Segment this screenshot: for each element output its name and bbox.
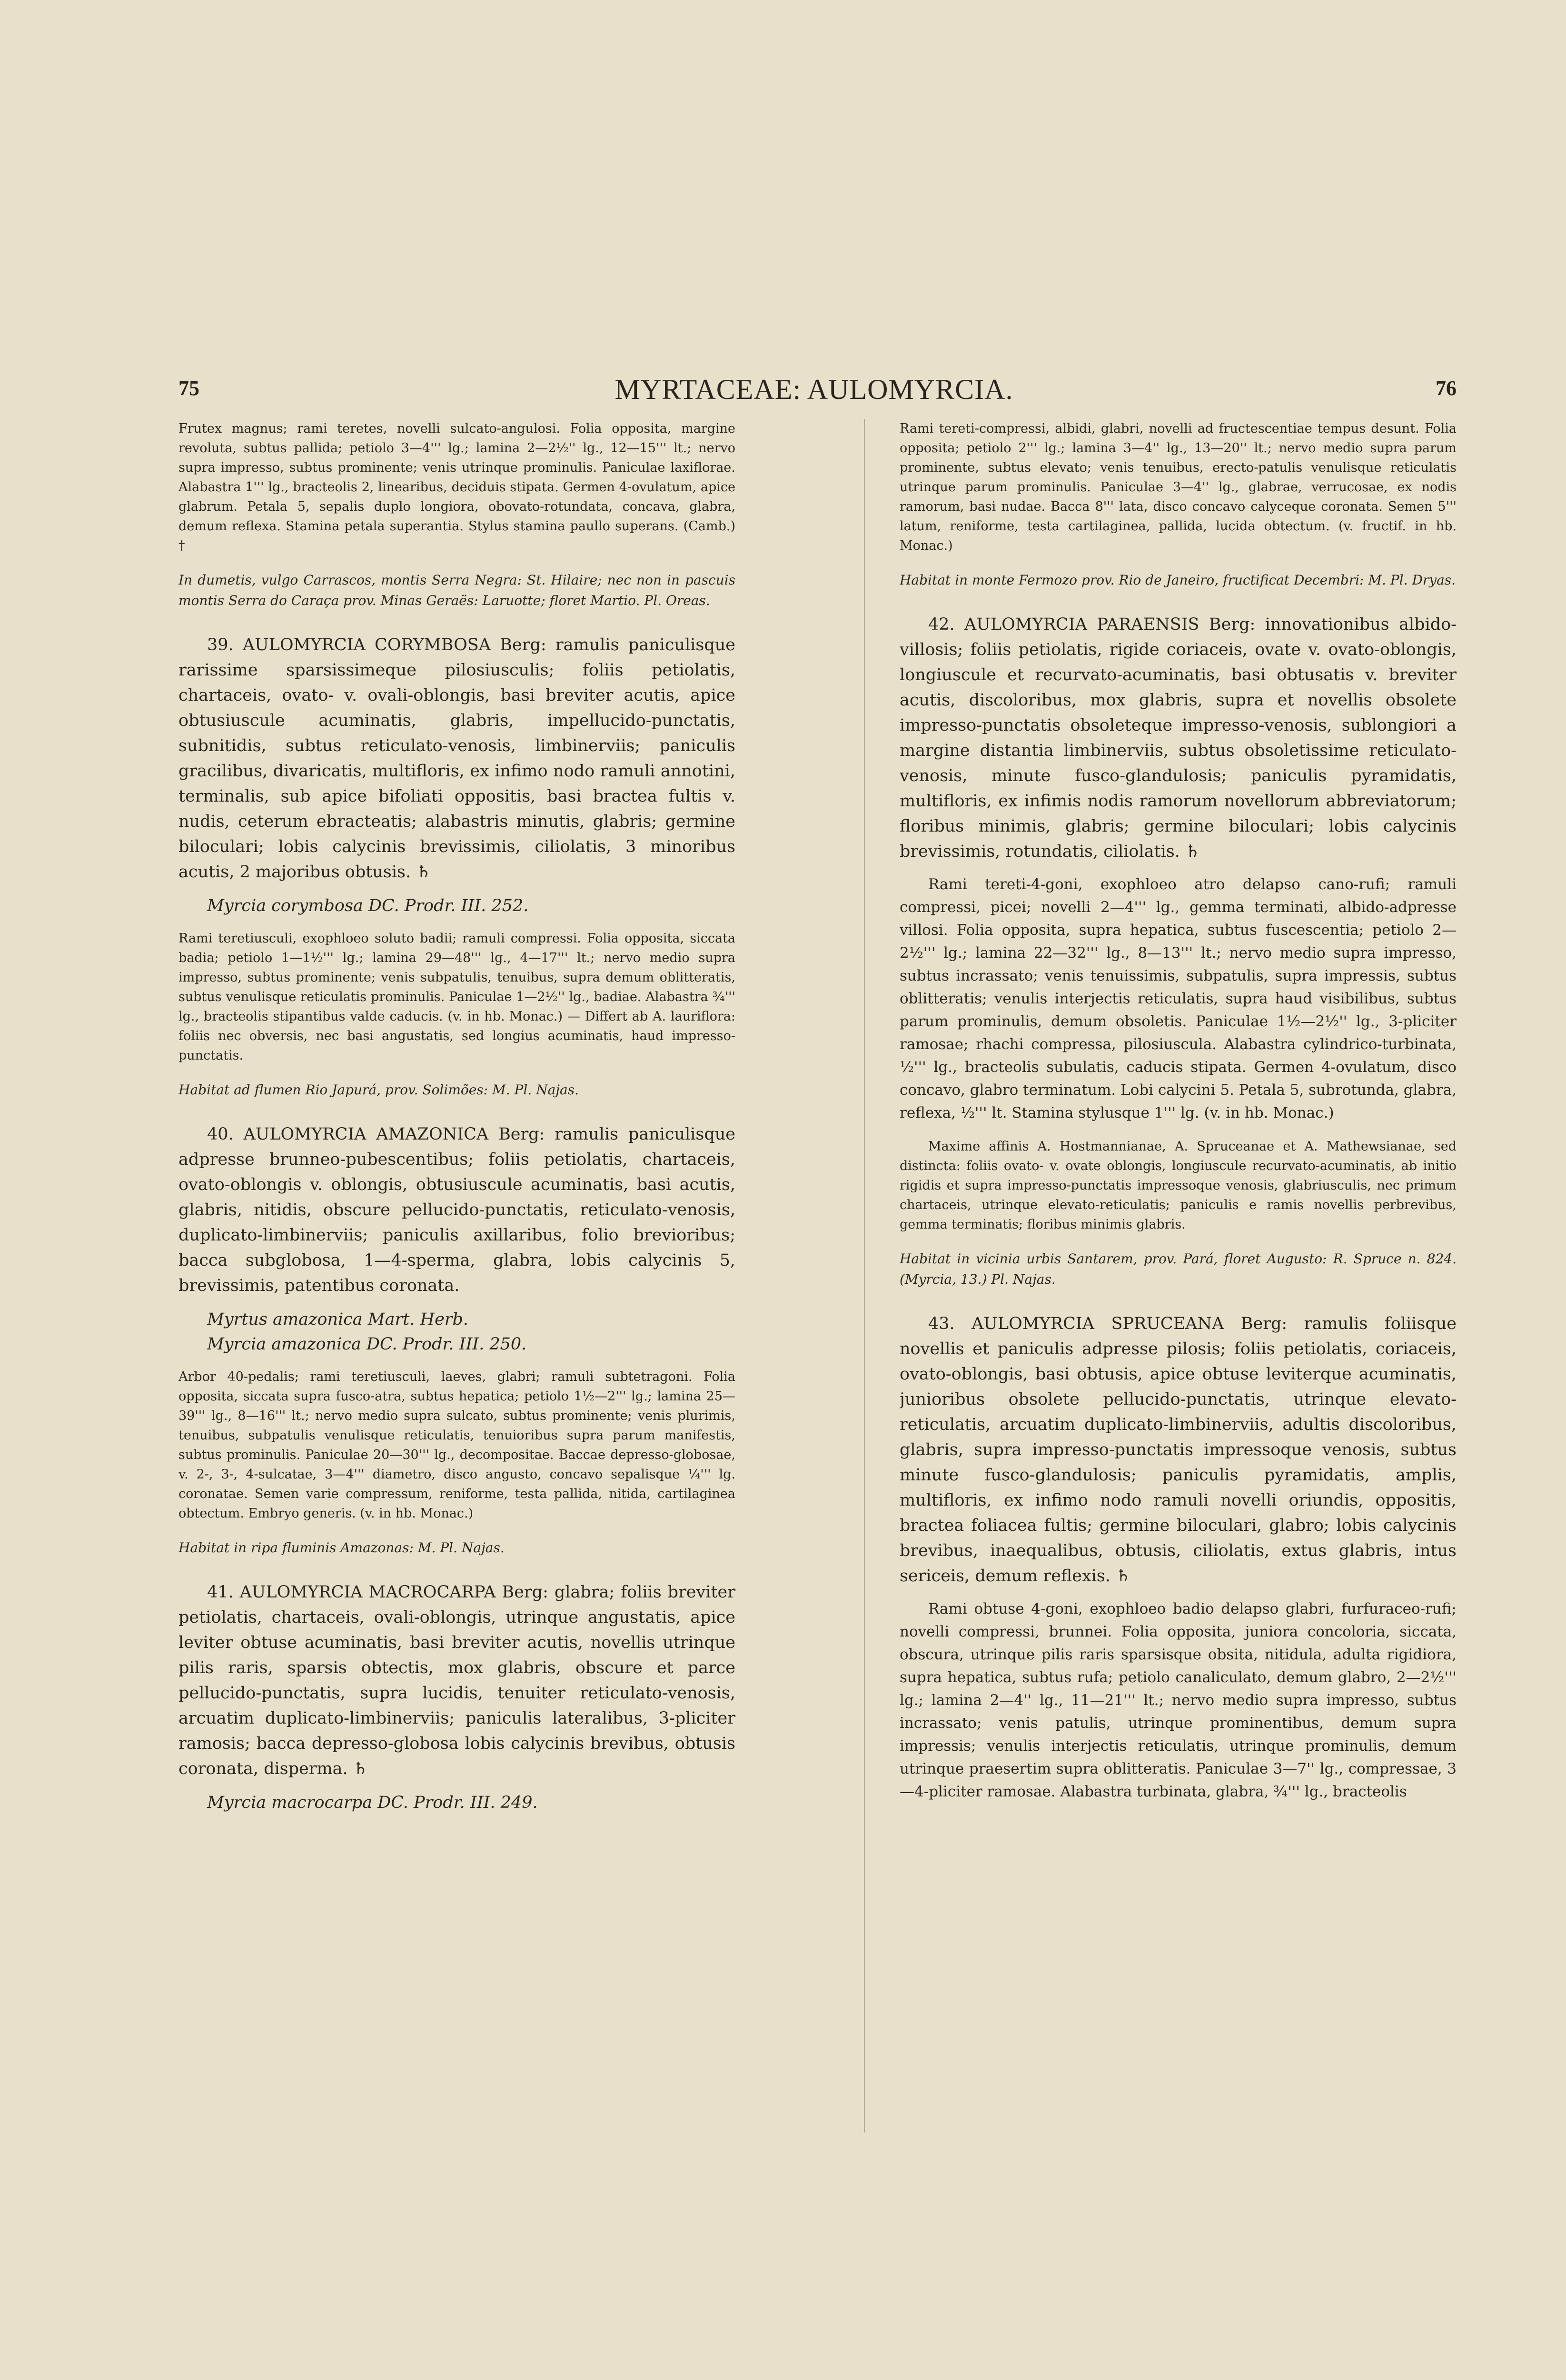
page-number-left: 75 bbox=[178, 377, 199, 400]
species-40-synonym-a: Myrtus amazonica Mart. Herb. bbox=[207, 1310, 469, 1329]
running-title: MYRTACEAE: AULOMYRCIA. bbox=[615, 374, 1013, 405]
species-40-habitat: Habitat in ripa fluminis Amazonas: M. Pl. Najas. bbox=[178, 1540, 505, 1556]
species-39-habitat: Habitat ad flumen Rio Japurá, prov. Solimões: M. Pl. Najas. bbox=[178, 1082, 579, 1098]
species-43-diagnosis: 43. AULOMYRCIA SPRUCEANA Berg: ramulis foliisque novellis et paniculis adpresse pilosis; foliis petiolatis, coriaceis, ovato-oblongis, basi obtusis, apice obtuse leviterque acuminatis, junioribus obsolete pellucido-punctatis, utrinque elevato-reticulatis, arcuatim duplicato-limbinerviis, adultis discoloribus, glabris, supra impresso-punctatis impressoque venosis, subtus minute fusco-glandulosis; paniculis pyramidatis, amplis, multifloris, ex infimo nodo ramuli novelli oriundis, oppositis, bractea foliacea fultis; germine biloculari, glabro; lobis calycinis brevibus, inaequalibus, obtusis, ciliolatis, extus glabris, intus sericeis, demum reflexis. ♄ bbox=[900, 1314, 1457, 1586]
species-39-diagnosis: 39. AULOMYRCIA CORYMBOSA Berg: ramulis paniculisque rarissime sparsissimeque pilosiusculis; foliis petiolatis, chartaceis, ovato- v. ovali-oblongis, basi breviter acutis, apice obtusiuscule acuminatis, glabris, impellucido-punctatis, subnitidis, subtus reticulato-venosis, limbinerviis; paniculis gracilibus, divaricatis, multifloris, ex infimo nodo ramuli annotini, terminalis, sub apice bifoliati oppositis, basi bractea fultis v. nudis, ceterum ebracteatis; alabastris minutis, glabris; germine biloculari; lobis calycinis brevissimis, ciliolatis, 3 minoribus acutis, 2 majoribus obtusis. ♄ bbox=[178, 635, 735, 882]
left-column bbox=[178, 419, 735, 2370]
species-40-description: Arbor 40-pedalis; rami teretiusculi, laeves, glabri; ramuli subtetragoni. Folia opposita, siccata supra fusco-atra, subtus hepatica; petiolo 1½—2''' lg.; lamina 25—39''' lg., 8—16''' lt.; nervo medio supra sulcato, subtus prominente; venis plurimis, tenuibus, subpatulis venulisque reticulatis, tenuioribus supra parum manifestis, subtus prominulis. Paniculae 20—30''' lg., decompositae. Baccae depresso-globosae, v. 2-, 3-, 4-sulcatae, 3—4''' diametro, disco angusto, concavo sepalisque ¼''' lg. coronatae. Semen varie compressum, reniforme, testa pallida, nitida, cartilaginea obtectum. Embryo generis. (v. in hb. Monac.) bbox=[178, 1369, 735, 1521]
species-41-description: Rami tereti-compressi, albidi, glabri, novelli ad fructescentiae tempus desunt. Folia opposita; petiolo 2''' lg.; lamina 3—4'' lg., 13—20'' lt.; nervo medio supra parum prominente, subtus elevato; venis tenuibus, erecto-patulis venulisque reticulatis utrinque parum prominulis. Paniculae 3—4'' lg., glabrae, verrucosae, ex nodis ramorum, basi nudae. Bacca 8''' lata, disco concavo calyceque coronata. Semen 5''' latum, reniforme, testa cartilaginea, pallida, lucida obtectum. (v. fructif. in hb. Monac.) bbox=[900, 421, 1457, 553]
species-39-synonym: Myrcia corymbosa DC. Prodr. III. 252. bbox=[207, 896, 529, 915]
description-paragraph: Frutex magnus; rami teretes, novelli sulcato-angulosi. Folia opposita, margine revoluta, subtus pallida; petiolo 3—4''' lg.; lamina 2—2½'' lg., 12—15''' lt.; nervo supra impresso, subtus prominente; venis utrinque prominulis. Paniculae laxiflorae. Alabastra 1''' lg., bracteolis 2, linearibus, deciduis stipata. Germen 4-ovulatum, apice glabrum. Petala 5, sepalis duplo longiora, obovato-rotundata, concava, glabra, demum reflexa. Stamina petala superantia. Stylus stamina paullo superans. (Camb.) † bbox=[178, 421, 735, 553]
running-header bbox=[171, 376, 1457, 409]
species-41-diagnosis: 41. AULOMYRCIA MACROCARPA Berg: glabra; foliis breviter petiolatis, chartaceis, ovali-oblongis, utrinque angustatis, apice leviter obtuse acuminatis, basi breviter acutis, novellis utrinque pilis raris, sparsis obtectis, mox glabris, obscure et parce pellucido-punctatis, supra lucidis, tenuiter reticulato-venosis, arcuatim duplicato-limbinerviis; paniculis lateralibus, 3-pliciter ramosis; bacca depresso-globosa lobis calycinis brevibus, obtusis coronata, disperma. ♄ bbox=[178, 1583, 735, 1778]
species-40-synonym-b: Myrcia amazonica DC. Prodr. III. 250. bbox=[207, 1335, 527, 1354]
species-40-diagnosis: 40. AULOMYRCIA AMAZONICA Berg: ramulis paniculisque adpresse brunneo-pubescentibus; foliis petiolatis, chartaceis, ovato-oblongis v. oblongis, obtusiuscule acuminatis, basi acutis, glabris, nitidis, obscure pellucido-punctatis, reticulato-venosis, duplicato-limbinerviis; paniculis axillaribus, folio brevioribus; bacca subglobosa, 1—4-sperma, glabra, lobis calycinis 5, brevissimis, patentibus coronata. bbox=[178, 1125, 735, 1295]
page-number-right: 76 bbox=[1436, 377, 1457, 400]
species-42-habitat: Habitat in vicinia urbis Santarem, prov. Pará, floret Augusto: R. Spruce n. 824. (Myrcia, 13.) Pl. Najas. bbox=[900, 1251, 1457, 1287]
species-43-description: Rami obtuse 4-goni, exophloeo badio delapso glabri, furfuraceo-rufi; novelli compressi, brunnei. Folia opposita, juniora concoloria, siccata, obscura, utrinque pilis raris sparsisque obsita, nitidula, adulta rigidiora, supra hepatica, subtus rufa; petiolo canaliculato, demum glabro, 2—2½''' lg.; lamina 2—4'' lg., 11—21''' lt.; nervo medio supra impresso, subtus incrassato; venis patulis, utrinque prominentibus, demum supra impressis; venulis interjectis reticulatis, utrinque prominulis, demum utrinque praesertim supra oblitteratis. Paniculae 3—7'' lg., compressae, 3—4-pliciter ramosae. Alabastra turbinata, glabra, ¾''' lg., bracteolis bbox=[900, 1600, 1457, 1800]
species-41-synonym: Myrcia macrocarpa DC. Prodr. III. 249. bbox=[207, 1793, 538, 1812]
species-42-notes: Maxime affinis A. Hostmannianae, A. Spruceanae et A. Mathewsianae, sed distincta: foliis ovato- v. ovate oblongis, longiuscule recurvato-acuminatis, ab initio rigidis et supra impresso-punctatis impressoque venosis, glabriusculis, nec primum chartaceis, utrinque elevato-reticulatis; paniculis e ramis novellis perbrevibus, gemma terminatis; floribus minimis glabris. bbox=[900, 1139, 1457, 1232]
right-column bbox=[900, 419, 1457, 2370]
species-42-diagnosis: 42. AULOMYRCIA PARAENSIS Berg: innovationibus albido-villosis; foliis petiolatis, rigide coriaceis, ovate v. ovato-oblongis, longiuscule et recurvato-acuminatis, basi obtusatis v. breviter acutis, discoloribus, mox glabris, supra et novellis obsolete impresso-punctatis obsoleteque impresso-venosis, sublongiori a margine distantia limbinerviis, subtus obsoletissime reticulato-venosis, minute fusco-glandulosis; paniculis pyramidatis, multifloris, ex infimis nodis ramorum novellorum abbreviatorum; floribus minimis, glabris; germine biloculari; lobis calycinis brevissimis, rotundatis, ciliolatis. ♄ bbox=[900, 615, 1457, 861]
species-39-description: Rami teretiusculi, exophloeo soluto badii; ramuli compressi. Folia opposita, siccata badia; petiolo 1—1½''' lg.; lamina 29—48''' lg., 4—17''' lt.; nervo medio supra impresso, subtus prominente; venis subpatulis, tenuibus, supra demum oblitteratis, subtus venulisque reticulatis prominulis. Paniculae 1—2½'' lg., badiae. Alabastra ¾''' lg., bracteolis stipantibus valde caducis. (v. in hb. Monac.) — Differt ab A. lauriflora: foliis nec obversis, nec basi angustatis, sed longius acuminatis, haud impresso-punctatis. bbox=[178, 931, 735, 1063]
species-42-description: Rami tereti-4-goni, exophloeo atro delapso cano-rufi; ramuli compressi, picei; novelli 2—4''' lg., gemma terminati, albido-adpresse villosi. Folia opposita, supra hepatica, subtus fuscescentia; petiolo 2—2½''' lg.; lamina 22—32''' lg., 8—13''' lt.; nervo medio supra impresso, subtus incrassato; venis tenuissimis, subpatulis, supra impressis, subtus oblitteratis; venulis interjectis reticulatis, supra haud visibilibus, subtus parum prominulis, demum obsoletis. Paniculae 1½—2½'' lg., 3-pliciter ramosae; rhachi compressa, pilosiuscula. Alabastra cylindrico-turbinata, ½''' lg., bracteolis subulatis, caducis stipata. Germen 4-ovulatum, disco concavo, glabro terminatum. Lobi calycini 5. Petala 5, subrotunda, glabra, reflexa, ½''' lt. Stamina stylusque 1''' lg. (v. in hb. Monac.) bbox=[900, 876, 1457, 1121]
species-41-habitat: Habitat in monte Fermozo prov. Rio de Janeiro, fructificat Decembri: M. Pl. Dryas. bbox=[900, 572, 1456, 588]
column-divider bbox=[864, 419, 865, 2132]
habitat-note: In dumetis, vulgo Carrascos, montis Serra Negra: St. Hilaire; nec non in pascuis montis Serra do Caraça prov. Minas Geraës: Laruotte; floret Martio. Pl. Oreas. bbox=[178, 572, 735, 608]
